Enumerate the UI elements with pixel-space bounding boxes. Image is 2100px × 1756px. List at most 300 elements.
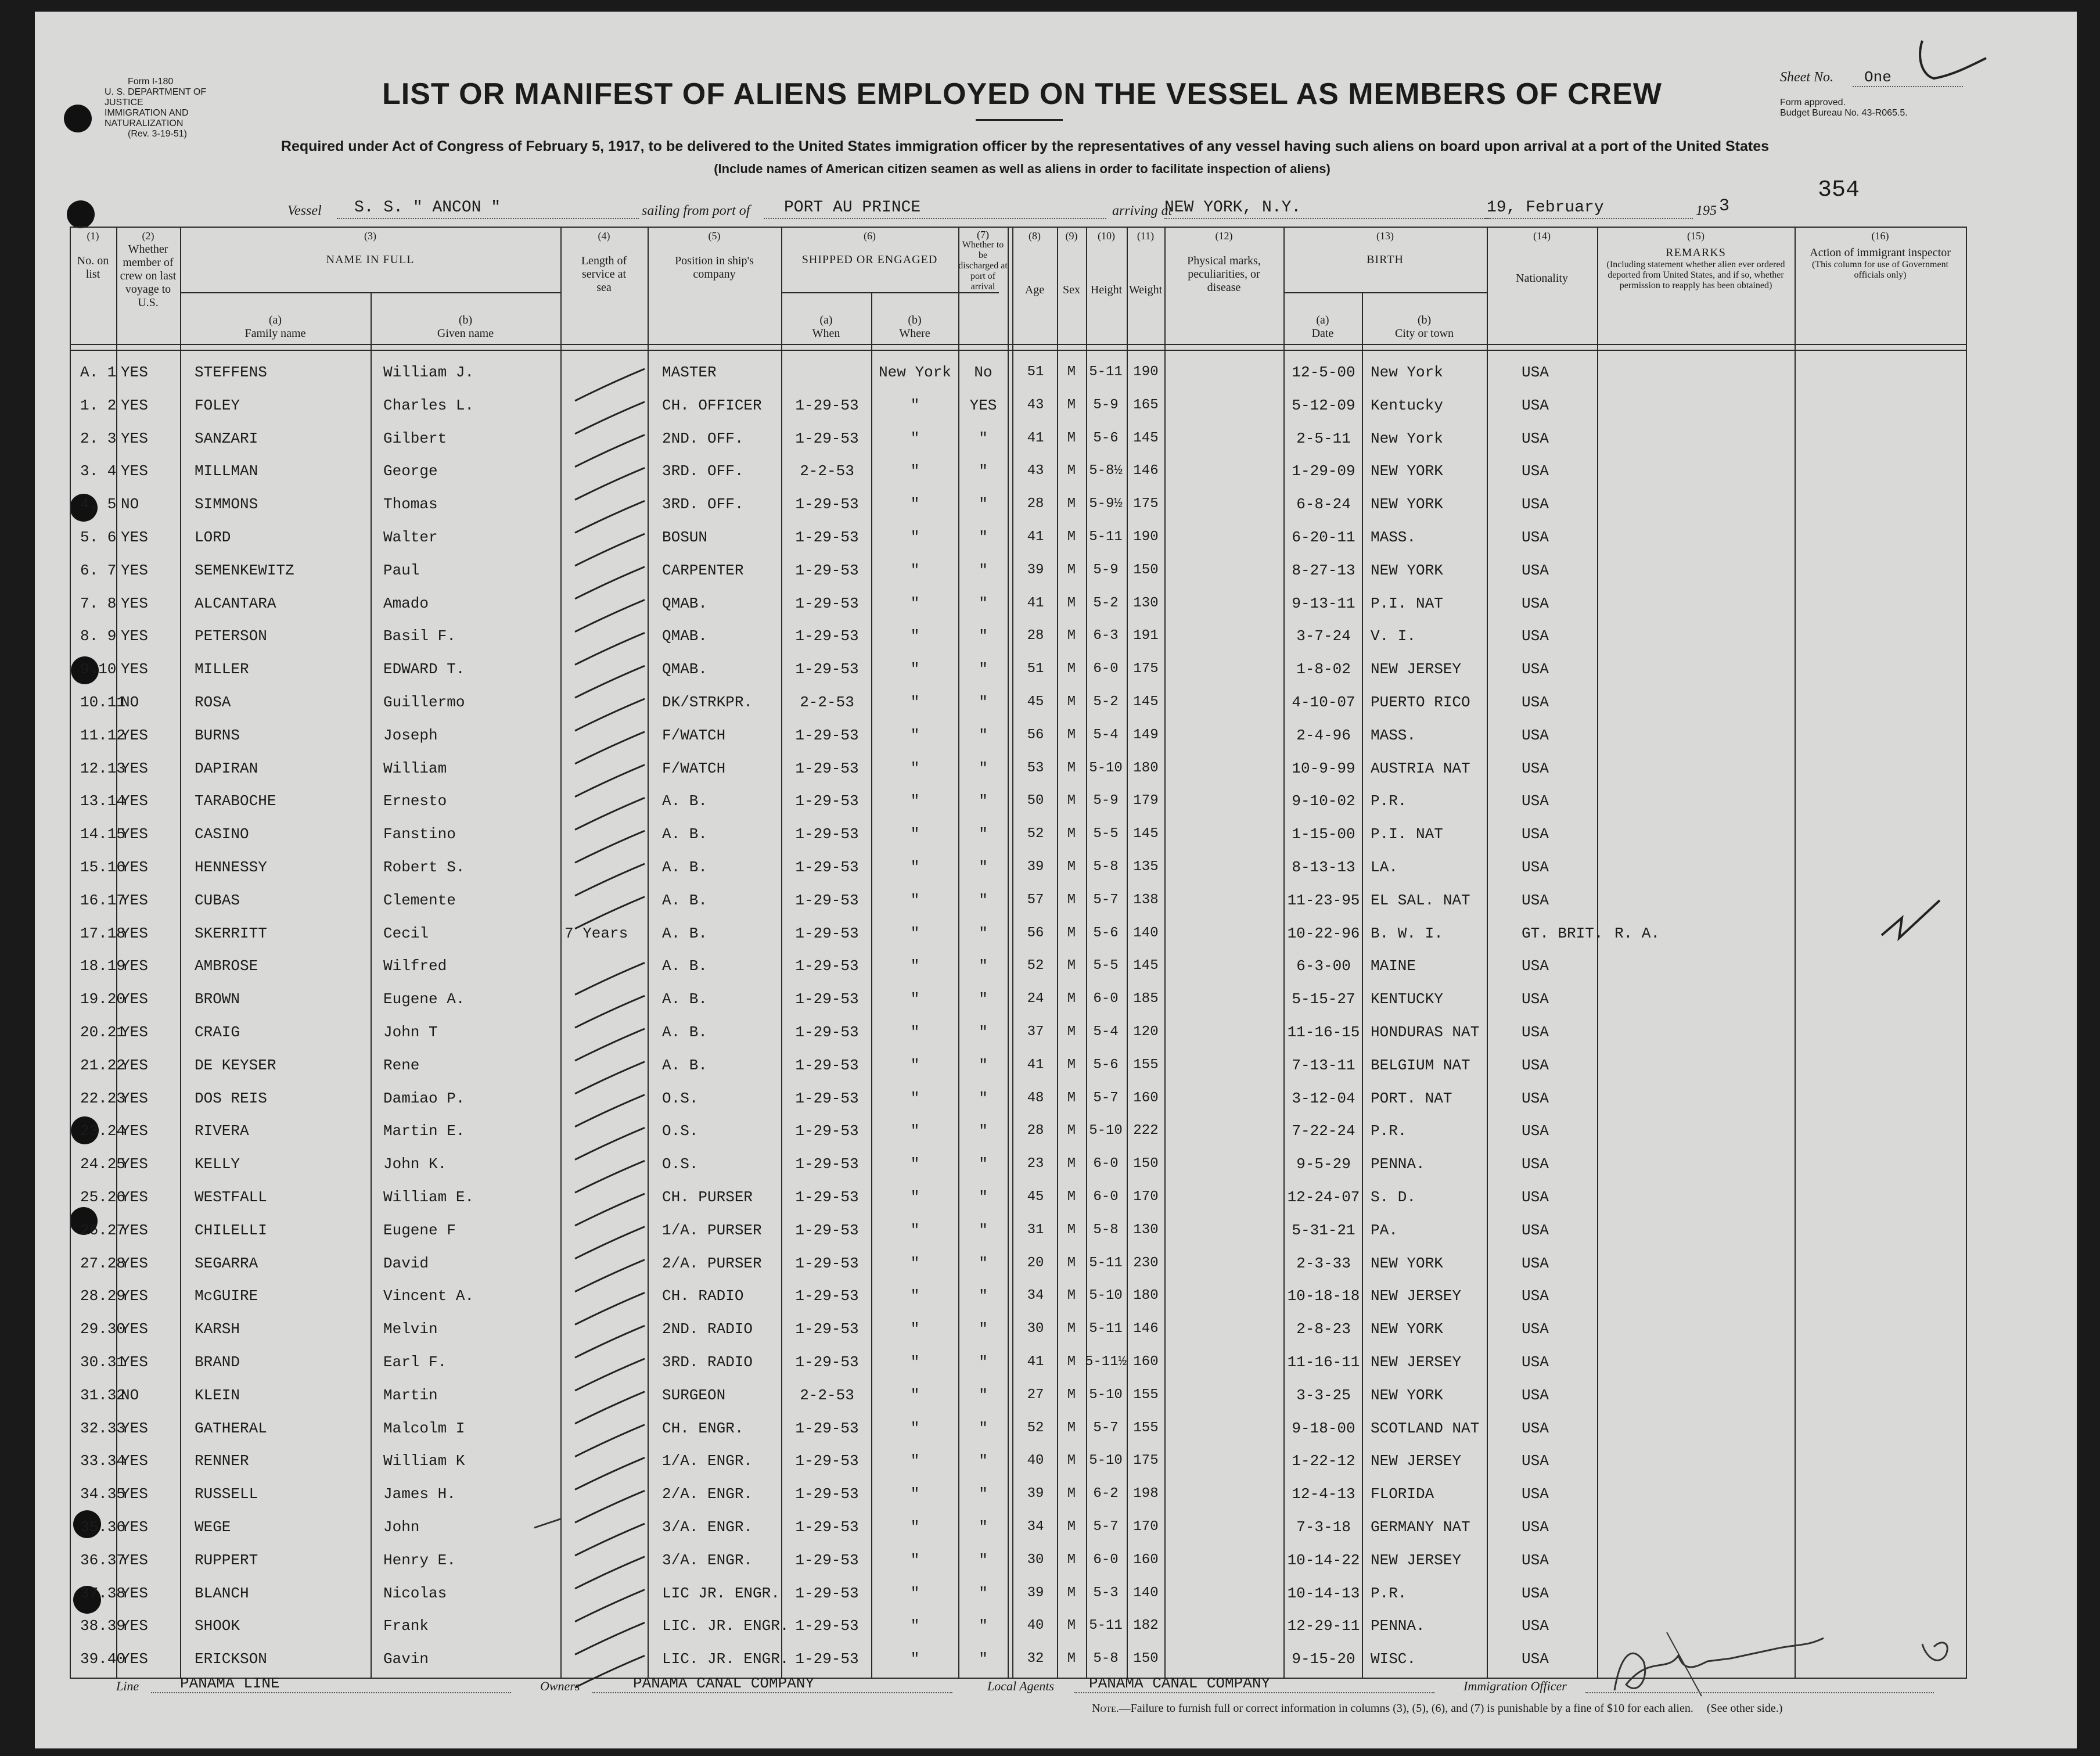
table-row	[35, 1119, 1951, 1152]
cell-discharged: "	[979, 1221, 988, 1239]
col13b-num: (b)	[1417, 314, 1432, 326]
cell-weight: 145	[1133, 694, 1159, 710]
cell-last-voyage: YES	[121, 627, 148, 645]
cell-position: BOSUN	[662, 529, 708, 546]
table-row	[35, 756, 1951, 789]
table-row	[35, 624, 1951, 657]
cell-family-name: WESTFALL	[195, 1188, 267, 1206]
cell-family-name: DAPIRAN	[195, 759, 258, 777]
cell-when: 1-29-53	[795, 1188, 859, 1206]
cell-age: 52	[1027, 826, 1044, 842]
col14-label: Nationality	[1516, 272, 1568, 285]
cell-birth-date: 3-7-24	[1296, 627, 1351, 645]
cell-where: "	[910, 859, 920, 876]
col13a-label: Date	[1311, 327, 1334, 340]
cell-no: 9.10	[80, 660, 117, 678]
col9-header	[1057, 229, 1086, 297]
cell-discharged: "	[979, 891, 988, 909]
cell-position: 3RD. RADIO	[662, 1353, 753, 1371]
agents-value: PANAMA CANAL COMPANY	[1089, 1675, 1271, 1692]
header-bottom-rule	[70, 344, 1966, 345]
cell-sex: M	[1067, 1189, 1076, 1205]
cell-last-voyage: YES	[121, 792, 148, 810]
sheet-label: Sheet No.	[1780, 70, 1833, 85]
cell-family-name: GATHERAL	[195, 1419, 267, 1437]
cell-given-name: Robert S.	[383, 859, 465, 876]
cell-height: 5-4	[1093, 727, 1119, 743]
sailing-line	[764, 218, 1106, 219]
cell-when: 1-29-53	[795, 1320, 859, 1338]
cell-birth-city: BELGIUM NAT	[1371, 1056, 1470, 1074]
cell-height: 5-9	[1093, 793, 1119, 809]
owners-value: PANAMA CANAL COMPANY	[633, 1675, 815, 1692]
cell-discharged: "	[979, 1056, 988, 1074]
cell-nationality: USA	[1522, 957, 1549, 975]
cell-when: 1-29-53	[795, 1353, 859, 1371]
cell-given-name: Fanstino	[383, 825, 456, 843]
cell-birth-date: 1-29-09	[1292, 462, 1355, 480]
cell-where: "	[910, 462, 920, 480]
table-row	[35, 855, 1951, 888]
cell-where: "	[910, 1254, 920, 1272]
cell-discharged: "	[979, 759, 988, 777]
cell-nationality: USA	[1522, 1221, 1549, 1239]
cell-last-voyage: YES	[121, 1452, 148, 1470]
cell-family-name: SANZARI	[195, 429, 258, 447]
cell-family-name: FOLEY	[195, 396, 240, 414]
col12-num: (12)	[1215, 230, 1233, 242]
cell-birth-city: B. W. I.	[1371, 924, 1443, 942]
cell-birth-date: 8-13-13	[1292, 859, 1355, 876]
cell-position: A. B.	[662, 924, 708, 942]
cell-last-voyage: YES	[121, 1287, 148, 1305]
cell-sex: M	[1067, 1090, 1076, 1106]
cell-nationality: USA	[1522, 1617, 1549, 1635]
cell-family-name: DOS REIS	[195, 1089, 267, 1107]
cell-nationality: USA	[1522, 660, 1549, 678]
arriving-at: NEW YORK, N.Y.	[1164, 199, 1301, 217]
line-label: Line	[116, 1679, 139, 1693]
cell-weight: 146	[1133, 463, 1159, 479]
cell-position: CH. RADIO	[662, 1287, 744, 1305]
cell-nationality: USA	[1522, 825, 1549, 843]
cell-birth-city: NEW YORK	[1371, 495, 1443, 513]
cell-discharged: YES	[969, 396, 997, 414]
cell-last-voyage: NO	[121, 1386, 139, 1404]
cell-when: 1-29-53	[795, 660, 859, 678]
cell-position: A. B.	[662, 825, 708, 843]
arriving-line	[1164, 218, 1490, 219]
cell-height: 5-5	[1093, 826, 1119, 842]
cell-birth-date: 7-13-11	[1292, 1056, 1355, 1074]
table-row	[35, 789, 1951, 822]
cell-birth-city: AUSTRIA NAT	[1371, 759, 1470, 777]
cell-nationality: USA	[1522, 1287, 1549, 1305]
col8-label: Age	[1024, 283, 1045, 296]
cell-given-name: Ernesto	[383, 792, 447, 810]
cell-birth-city: V. I.	[1371, 627, 1416, 645]
cell-birth-city: LA.	[1371, 859, 1398, 876]
cell-birth-city: NEW JERSEY	[1371, 660, 1462, 678]
cell-no: 18.19	[80, 957, 126, 975]
cell-last-voyage: YES	[121, 1320, 148, 1338]
cell-discharged: "	[979, 825, 988, 843]
cell-where: "	[910, 1584, 920, 1602]
cell-birth-city: NEW JERSEY	[1371, 1353, 1462, 1371]
cell-sex: M	[1067, 1387, 1076, 1403]
cell-birth-city: HONDURAS NAT	[1371, 1024, 1480, 1041]
cell-discharged: "	[979, 859, 988, 876]
table-row	[35, 1185, 1951, 1218]
cell-when: 1-29-53	[795, 1221, 859, 1239]
cell-age: 31	[1027, 1222, 1044, 1238]
col5-num: (5)	[708, 230, 721, 242]
cell-last-voyage: YES	[121, 1155, 148, 1173]
cell-weight: 149	[1133, 727, 1159, 743]
cell-where: "	[910, 924, 920, 942]
cell-sex: M	[1067, 991, 1076, 1007]
cell-weight: 138	[1133, 892, 1159, 908]
cell-no: A. 1	[80, 364, 117, 381]
cell-when: 1-29-53	[795, 1254, 859, 1272]
cell-last-voyage: YES	[121, 660, 148, 678]
table-row	[35, 657, 1951, 690]
cell-where: "	[910, 1419, 920, 1437]
cell-weight: 230	[1133, 1255, 1159, 1271]
cell-sex: M	[1067, 628, 1076, 644]
cell-given-name: David	[383, 1254, 429, 1272]
cell-birth-date: 1-8-02	[1296, 660, 1351, 678]
cell-sex: M	[1067, 463, 1076, 479]
cell-position: A. B.	[662, 990, 708, 1008]
cell-no: 12.13	[80, 759, 126, 777]
cell-last-voyage: YES	[121, 990, 148, 1008]
cell-age: 41	[1027, 595, 1044, 611]
cell-height: 5-11	[1089, 1255, 1123, 1271]
cell-family-name: CHILELLI	[195, 1221, 267, 1239]
col3-header	[180, 229, 560, 267]
cell-sex: M	[1067, 793, 1076, 809]
cell-last-voyage: YES	[121, 924, 148, 942]
cell-birth-city: NEW YORK	[1371, 1254, 1443, 1272]
cell-last-voyage: YES	[121, 825, 148, 843]
cell-nationality: USA	[1522, 891, 1549, 909]
cell-when: 1-29-53	[795, 429, 859, 447]
table-row	[35, 426, 1951, 459]
cell-birth-date: 5-12-09	[1292, 396, 1355, 414]
cell-family-name: RENNER	[195, 1452, 249, 1470]
cell-discharged: "	[979, 924, 988, 942]
cell-discharged: "	[979, 1024, 988, 1041]
cell-nationality: USA	[1522, 429, 1549, 447]
cell-given-name: Joseph	[383, 726, 438, 744]
cell-discharged: "	[979, 1419, 988, 1437]
cell-discharged: "	[979, 1122, 988, 1140]
col4-header	[560, 229, 648, 295]
cell-given-name: James H.	[383, 1485, 456, 1503]
form-rev: (Rev. 3-19-51)	[128, 129, 187, 139]
cell-position: 3RD. OFF.	[662, 462, 744, 480]
cell-discharged: "	[979, 429, 988, 447]
col10-header	[1086, 229, 1127, 297]
cell-height: 6-0	[1093, 991, 1119, 1007]
cell-weight: 190	[1133, 529, 1159, 545]
cell-no: 29.30	[80, 1320, 126, 1338]
cell-birth-city: NEW JERSEY	[1371, 1287, 1462, 1305]
cell-height: 5-6	[1093, 430, 1119, 446]
cell-no: 34.35	[80, 1485, 126, 1503]
table-row	[35, 525, 1951, 558]
cell-last-voyage: YES	[121, 1221, 148, 1239]
cell-family-name: RUPPERT	[195, 1551, 258, 1569]
cell-where: "	[910, 1287, 920, 1305]
cell-given-name: William J.	[383, 364, 474, 381]
cell-discharged: "	[979, 694, 988, 711]
cell-position: 3/A. ENGR.	[662, 1518, 753, 1536]
cell-sex: M	[1067, 1585, 1076, 1601]
cell-height: 6-0	[1093, 1189, 1119, 1205]
cell-when: 1-29-53	[795, 1056, 859, 1074]
cell-where: "	[910, 1221, 920, 1239]
col6b-label: Where	[899, 327, 930, 340]
col3b-num: (b)	[458, 314, 473, 326]
cell-family-name: AMBROSE	[195, 957, 258, 975]
cell-nationality: USA	[1522, 1584, 1549, 1602]
cell-where: "	[910, 759, 920, 777]
cell-family-name: ERICKSON	[195, 1650, 267, 1668]
vrule-19	[1966, 227, 1967, 1679]
cell-no: 10.11	[80, 694, 126, 711]
cell-position: 3RD. OFF.	[662, 495, 744, 513]
punch-hole-top	[64, 105, 92, 132]
cell-no: 4. 5	[80, 495, 117, 513]
cell-no: 2. 3	[80, 429, 117, 447]
col13a-num: (a)	[1316, 314, 1329, 326]
cell-birth-city: PA.	[1371, 1221, 1398, 1239]
col4-num: (4)	[598, 230, 610, 242]
cell-when: 1-29-53	[795, 1551, 859, 1569]
cell-age: 40	[1027, 1453, 1044, 1469]
cell-where: New York	[879, 364, 951, 381]
cell-age: 53	[1027, 760, 1044, 776]
table-row	[35, 987, 1951, 1020]
cell-position: 2ND. RADIO	[662, 1320, 753, 1338]
cell-height: 6-3	[1093, 628, 1119, 644]
table-row	[35, 822, 1951, 855]
cell-where: "	[910, 1320, 920, 1338]
cell-last-voyage: YES	[121, 364, 148, 381]
col5-label: Position in ship's company	[675, 254, 754, 281]
cell-given-name: John	[383, 1518, 420, 1536]
cell-sex: M	[1067, 562, 1076, 578]
officer-signature	[1597, 1621, 1841, 1708]
cell-sex: M	[1067, 826, 1076, 842]
col3a-label: Family name	[244, 327, 306, 340]
cell-sex: M	[1067, 1024, 1076, 1040]
year-prefix: 195	[1696, 203, 1717, 218]
cell-position: 2/A. PURSER	[662, 1254, 762, 1272]
cell-weight: 179	[1133, 793, 1159, 809]
cell-nationality: USA	[1522, 529, 1549, 546]
table-row	[35, 888, 1951, 921]
cell-weight: 146	[1133, 1321, 1159, 1337]
cell-no: 14.15	[80, 825, 126, 843]
col7-header	[958, 229, 1008, 292]
cell-when: 1-29-53	[795, 990, 859, 1008]
cell-birth-city: PUERTO RICO	[1371, 694, 1470, 711]
cell-height: 5-3	[1093, 1585, 1119, 1601]
cell-birth-city: NEW YORK	[1371, 462, 1443, 480]
cell-given-name: Nicolas	[383, 1584, 447, 1602]
col9-label: Sex	[1063, 283, 1080, 296]
col13-num: (13)	[1376, 230, 1394, 242]
cell-when: 1-29-53	[795, 396, 859, 414]
cell-sex: M	[1067, 694, 1076, 710]
cell-where: "	[910, 792, 920, 810]
table-row	[35, 591, 1951, 624]
cell-birth-date: 7-3-18	[1296, 1518, 1351, 1536]
cell-sex: M	[1067, 1420, 1076, 1436]
cell-where: "	[910, 561, 920, 579]
cell-where: "	[910, 529, 920, 546]
cell-last-voyage: YES	[121, 1089, 148, 1107]
check-mark-top	[1911, 35, 1992, 99]
cell-family-name: KLEIN	[195, 1386, 240, 1404]
cell-sex: M	[1067, 892, 1076, 908]
cell-when: 2-2-53	[800, 694, 854, 711]
cell-last-voyage: NO	[121, 694, 139, 711]
col2-label: Whether member of crew on last voyage to U.S.	[120, 243, 177, 309]
cell-weight: 160	[1133, 1090, 1159, 1106]
cell-age: 27	[1027, 1387, 1044, 1403]
cell-when: 1-29-53	[795, 726, 859, 744]
cell-age: 51	[1027, 661, 1044, 677]
cell-nationality: USA	[1522, 759, 1549, 777]
cell-weight: 130	[1133, 595, 1159, 611]
cell-no: 38.39	[80, 1617, 126, 1635]
cell-position: CH. OFFICER	[662, 396, 762, 414]
cell-height: 5-7	[1093, 1420, 1119, 1436]
table-row	[35, 1086, 1951, 1119]
cell-family-name: STEFFENS	[195, 364, 267, 381]
cell-birth-date: 7-22-24	[1292, 1122, 1355, 1140]
cell-birth-city: P.R.	[1371, 1584, 1407, 1602]
cell-given-name: Frank	[383, 1617, 429, 1635]
cell-when: 1-29-53	[795, 1617, 859, 1635]
cell-birth-date: 1-22-12	[1292, 1452, 1355, 1470]
cell-no: 5. 6	[80, 529, 117, 546]
cell-family-name: HENNESSY	[195, 859, 267, 876]
table-top-rule	[70, 227, 1966, 228]
cell-last-voyage: YES	[121, 1518, 148, 1536]
cell-height: 5-7	[1093, 1519, 1119, 1535]
col3b-header	[371, 314, 560, 340]
cell-weight: 150	[1133, 1156, 1159, 1172]
cell-sex: M	[1067, 1321, 1076, 1337]
cell-height: 5-9½	[1089, 496, 1123, 512]
cell-birth-date: 10-9-99	[1292, 759, 1355, 777]
cell-birth-date: 12-5-00	[1292, 364, 1355, 381]
cell-birth-date: 12-4-13	[1292, 1485, 1355, 1503]
cell-birth-city: MASS.	[1371, 726, 1416, 744]
cell-no: 13.14	[80, 792, 126, 810]
cell-last-voyage: YES	[121, 1584, 148, 1602]
cell-last-voyage: YES	[121, 1650, 148, 1668]
cell-given-name: William	[383, 759, 447, 777]
cell-when: 1-29-53	[795, 627, 859, 645]
cell-service: 7 Years	[564, 924, 628, 942]
cell-height: 5-10	[1089, 1453, 1123, 1469]
cell-last-voyage: YES	[121, 1188, 148, 1206]
cell-birth-city: NEW YORK	[1371, 561, 1443, 579]
cell-no: 24.25	[80, 1155, 126, 1173]
cell-birth-date: 9-13-11	[1292, 594, 1355, 612]
cell-no: 1. 2	[80, 396, 117, 414]
cell-weight: 175	[1133, 661, 1159, 677]
cell-age: 23	[1027, 1156, 1044, 1172]
col7-num: (7)	[977, 229, 989, 240]
cell-no: 39.40	[80, 1650, 126, 1668]
cell-position: O.S.	[662, 1155, 699, 1173]
cell-age: 39	[1027, 562, 1044, 578]
table-row	[35, 1251, 1951, 1284]
cell-height: 5-2	[1093, 694, 1119, 710]
cell-weight: 130	[1133, 1222, 1159, 1238]
cell-when: 1-29-53	[795, 1452, 859, 1470]
cell-discharged: "	[979, 1353, 988, 1371]
cell-sex: M	[1067, 760, 1076, 776]
cell-no: 7. 8	[80, 594, 117, 612]
cell-family-name: LORD	[195, 529, 231, 546]
officer-label: Immigration Officer	[1463, 1679, 1567, 1693]
cell-birth-date: 2-5-11	[1296, 429, 1351, 447]
cell-position: 3/A. ENGR.	[662, 1551, 753, 1569]
cell-weight: 145	[1133, 430, 1159, 446]
cell-weight: 150	[1133, 1651, 1159, 1667]
table-row	[35, 954, 1951, 987]
cell-where: "	[910, 1617, 920, 1635]
cell-weight: 191	[1133, 628, 1159, 644]
cell-height: 5-10	[1089, 1387, 1123, 1403]
cell-weight: 182	[1133, 1618, 1159, 1634]
cell-family-name: PETERSON	[195, 627, 267, 645]
page-title: LIST OR MANIFEST OF ALIENS EMPLOYED ON THE VESSEL AS MEMBERS OF CREW	[382, 77, 1662, 111]
cell-where: "	[910, 1551, 920, 1569]
agents-label: Local Agents	[987, 1679, 1055, 1693]
cell-age: 34	[1027, 1288, 1044, 1304]
cell-birth-date: 4-10-07	[1292, 694, 1355, 711]
cell-age: 41	[1027, 529, 1044, 545]
birth-subrule	[1283, 292, 1487, 293]
cell-given-name: EDWARD T.	[383, 660, 465, 678]
cell-where: "	[910, 1089, 920, 1107]
cell-nationality: USA	[1522, 792, 1549, 810]
cell-position: O.S.	[662, 1089, 699, 1107]
cell-where: "	[910, 495, 920, 513]
form-dept: U. S. DEPARTMENT OF JUSTICE	[105, 87, 207, 107]
cell-no: 20.21	[80, 1024, 126, 1041]
cell-height: 5-6	[1093, 1057, 1119, 1073]
officer-underline	[1585, 1692, 1934, 1693]
cell-position: SURGEON	[662, 1386, 726, 1404]
cell-last-voyage: YES	[121, 1024, 148, 1041]
cell-weight: 160	[1133, 1552, 1159, 1568]
cell-sex: M	[1067, 661, 1076, 677]
cell-birth-city: SCOTLAND NAT	[1371, 1419, 1480, 1437]
col6-label: SHIPPED OR ENGAGED	[801, 253, 938, 266]
cell-given-name: Martin E.	[383, 1122, 465, 1140]
form-approved: Form approved.	[1780, 98, 1846, 107]
